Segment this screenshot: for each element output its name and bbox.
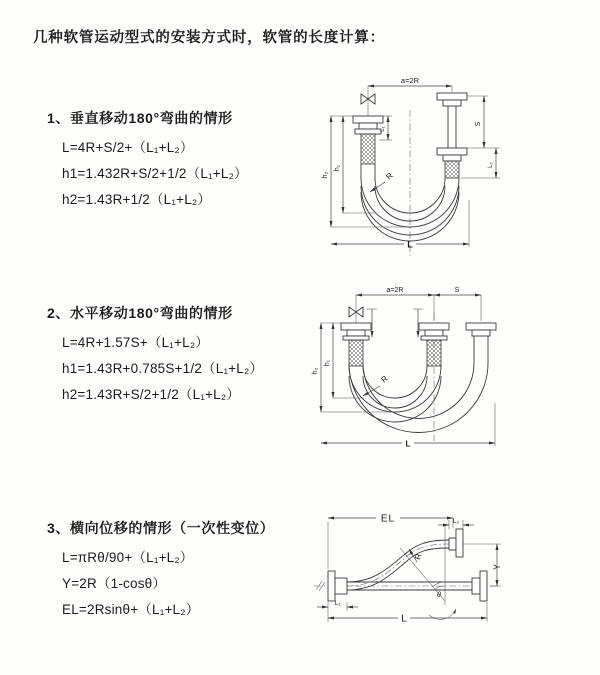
formula-line: L=πRθ/90+（L₁+L₂） bbox=[62, 550, 194, 565]
formula-line: L=4R+S/2+（L₁+L₂） bbox=[62, 140, 194, 155]
section-1-heading: 1、垂直移动180°弯曲的情形 bbox=[47, 110, 233, 126]
dim-theta-label: θ bbox=[437, 592, 441, 599]
dim-h1-label: h₁ bbox=[324, 359, 331, 367]
dim-el-label: EL bbox=[380, 513, 396, 525]
right-flange-assembly bbox=[437, 93, 467, 178]
formula-line: EL=2Rsinθ+（L₁+L₂） bbox=[62, 602, 200, 617]
left-flange bbox=[341, 323, 371, 366]
dim-l2-label: L₂ bbox=[452, 518, 460, 525]
middle-flange bbox=[419, 323, 449, 366]
formula-line: h2=1.43R+S/2+1/2（L₁+L₂） bbox=[62, 387, 241, 402]
displaced-hose-curve bbox=[347, 540, 449, 590]
dim-h1-label: h₁ bbox=[334, 164, 341, 172]
end-length-arrows bbox=[367, 309, 423, 337]
dim-length-label: L bbox=[401, 613, 407, 625]
dim-radius-label: R bbox=[413, 552, 424, 561]
dim-top-span-label: a=2R bbox=[400, 76, 420, 85]
dim-top-span bbox=[368, 76, 452, 92]
dim-top-spans bbox=[356, 287, 481, 321]
dim-top-span-label: a=2R bbox=[386, 287, 404, 294]
left-flange bbox=[353, 116, 383, 178]
page-title: 几种软管运动型式的安装方式时，软管的长度计算： bbox=[33, 30, 385, 46]
dim-y-label: Y bbox=[492, 563, 502, 571]
dim-right-span bbox=[461, 96, 500, 178]
formula-line: L=4R+1.57S+（L₁+L₂） bbox=[62, 335, 209, 350]
dim-radius bbox=[370, 171, 395, 192]
upper-right-flange bbox=[449, 529, 463, 557]
right-lower-flange bbox=[472, 571, 487, 601]
diagram-vertical-180-bend bbox=[312, 70, 562, 262]
dim-left-end-label: L₁ bbox=[380, 126, 386, 132]
formula-line: h1=1.432R+S/2+1/2（L₁+L₂） bbox=[62, 166, 248, 181]
diagram-horizontal-180-bend bbox=[310, 283, 565, 461]
braided-hose-section bbox=[349, 340, 363, 366]
diagram-lateral-displacement bbox=[298, 498, 513, 648]
dim-length bbox=[331, 200, 469, 250]
section-2-heading: 2、水平移动180°弯曲的情形 bbox=[47, 305, 233, 321]
dim-length bbox=[328, 602, 487, 625]
left-flange bbox=[328, 571, 347, 601]
dim-s-label: S bbox=[454, 287, 460, 294]
dim-right-end-label: L₂ bbox=[488, 162, 494, 168]
hose-curves bbox=[349, 363, 488, 433]
formula-line: h1=1.43R+0.785S+1/2（L₁+L₂） bbox=[62, 361, 264, 376]
dim-radius-label: R bbox=[379, 373, 390, 385]
right-flange bbox=[466, 323, 496, 363]
section-3 bbox=[47, 518, 274, 623]
formula-line: Y=2R（1-cosθ） bbox=[62, 576, 167, 591]
braided-hose-section bbox=[361, 134, 375, 164]
section-2 bbox=[47, 303, 263, 408]
dim-length-label: L bbox=[407, 239, 413, 250]
dim-length-label: L bbox=[405, 439, 411, 449]
formula-line: h2=1.43R+1/2（L₁+L₂） bbox=[62, 192, 212, 207]
braided-hose-section bbox=[445, 161, 459, 178]
dim-s-label: S bbox=[475, 121, 482, 127]
dim-h2-label: h₂ bbox=[312, 367, 319, 375]
valve-icon bbox=[349, 295, 363, 323]
dim-radius-label: R bbox=[384, 170, 395, 182]
dim-end-top bbox=[438, 518, 474, 529]
dim-l1-label: L₁ bbox=[334, 600, 341, 607]
valve-icon bbox=[361, 86, 375, 116]
braided-hose-section bbox=[427, 340, 441, 366]
section-3-heading: 3、横向位移的情形（一次性变位） bbox=[47, 520, 275, 536]
section-1 bbox=[47, 108, 248, 213]
dim-end-left bbox=[317, 600, 358, 622]
dim-h2-label: h₂ bbox=[322, 171, 329, 179]
dim-radius bbox=[409, 549, 423, 562]
